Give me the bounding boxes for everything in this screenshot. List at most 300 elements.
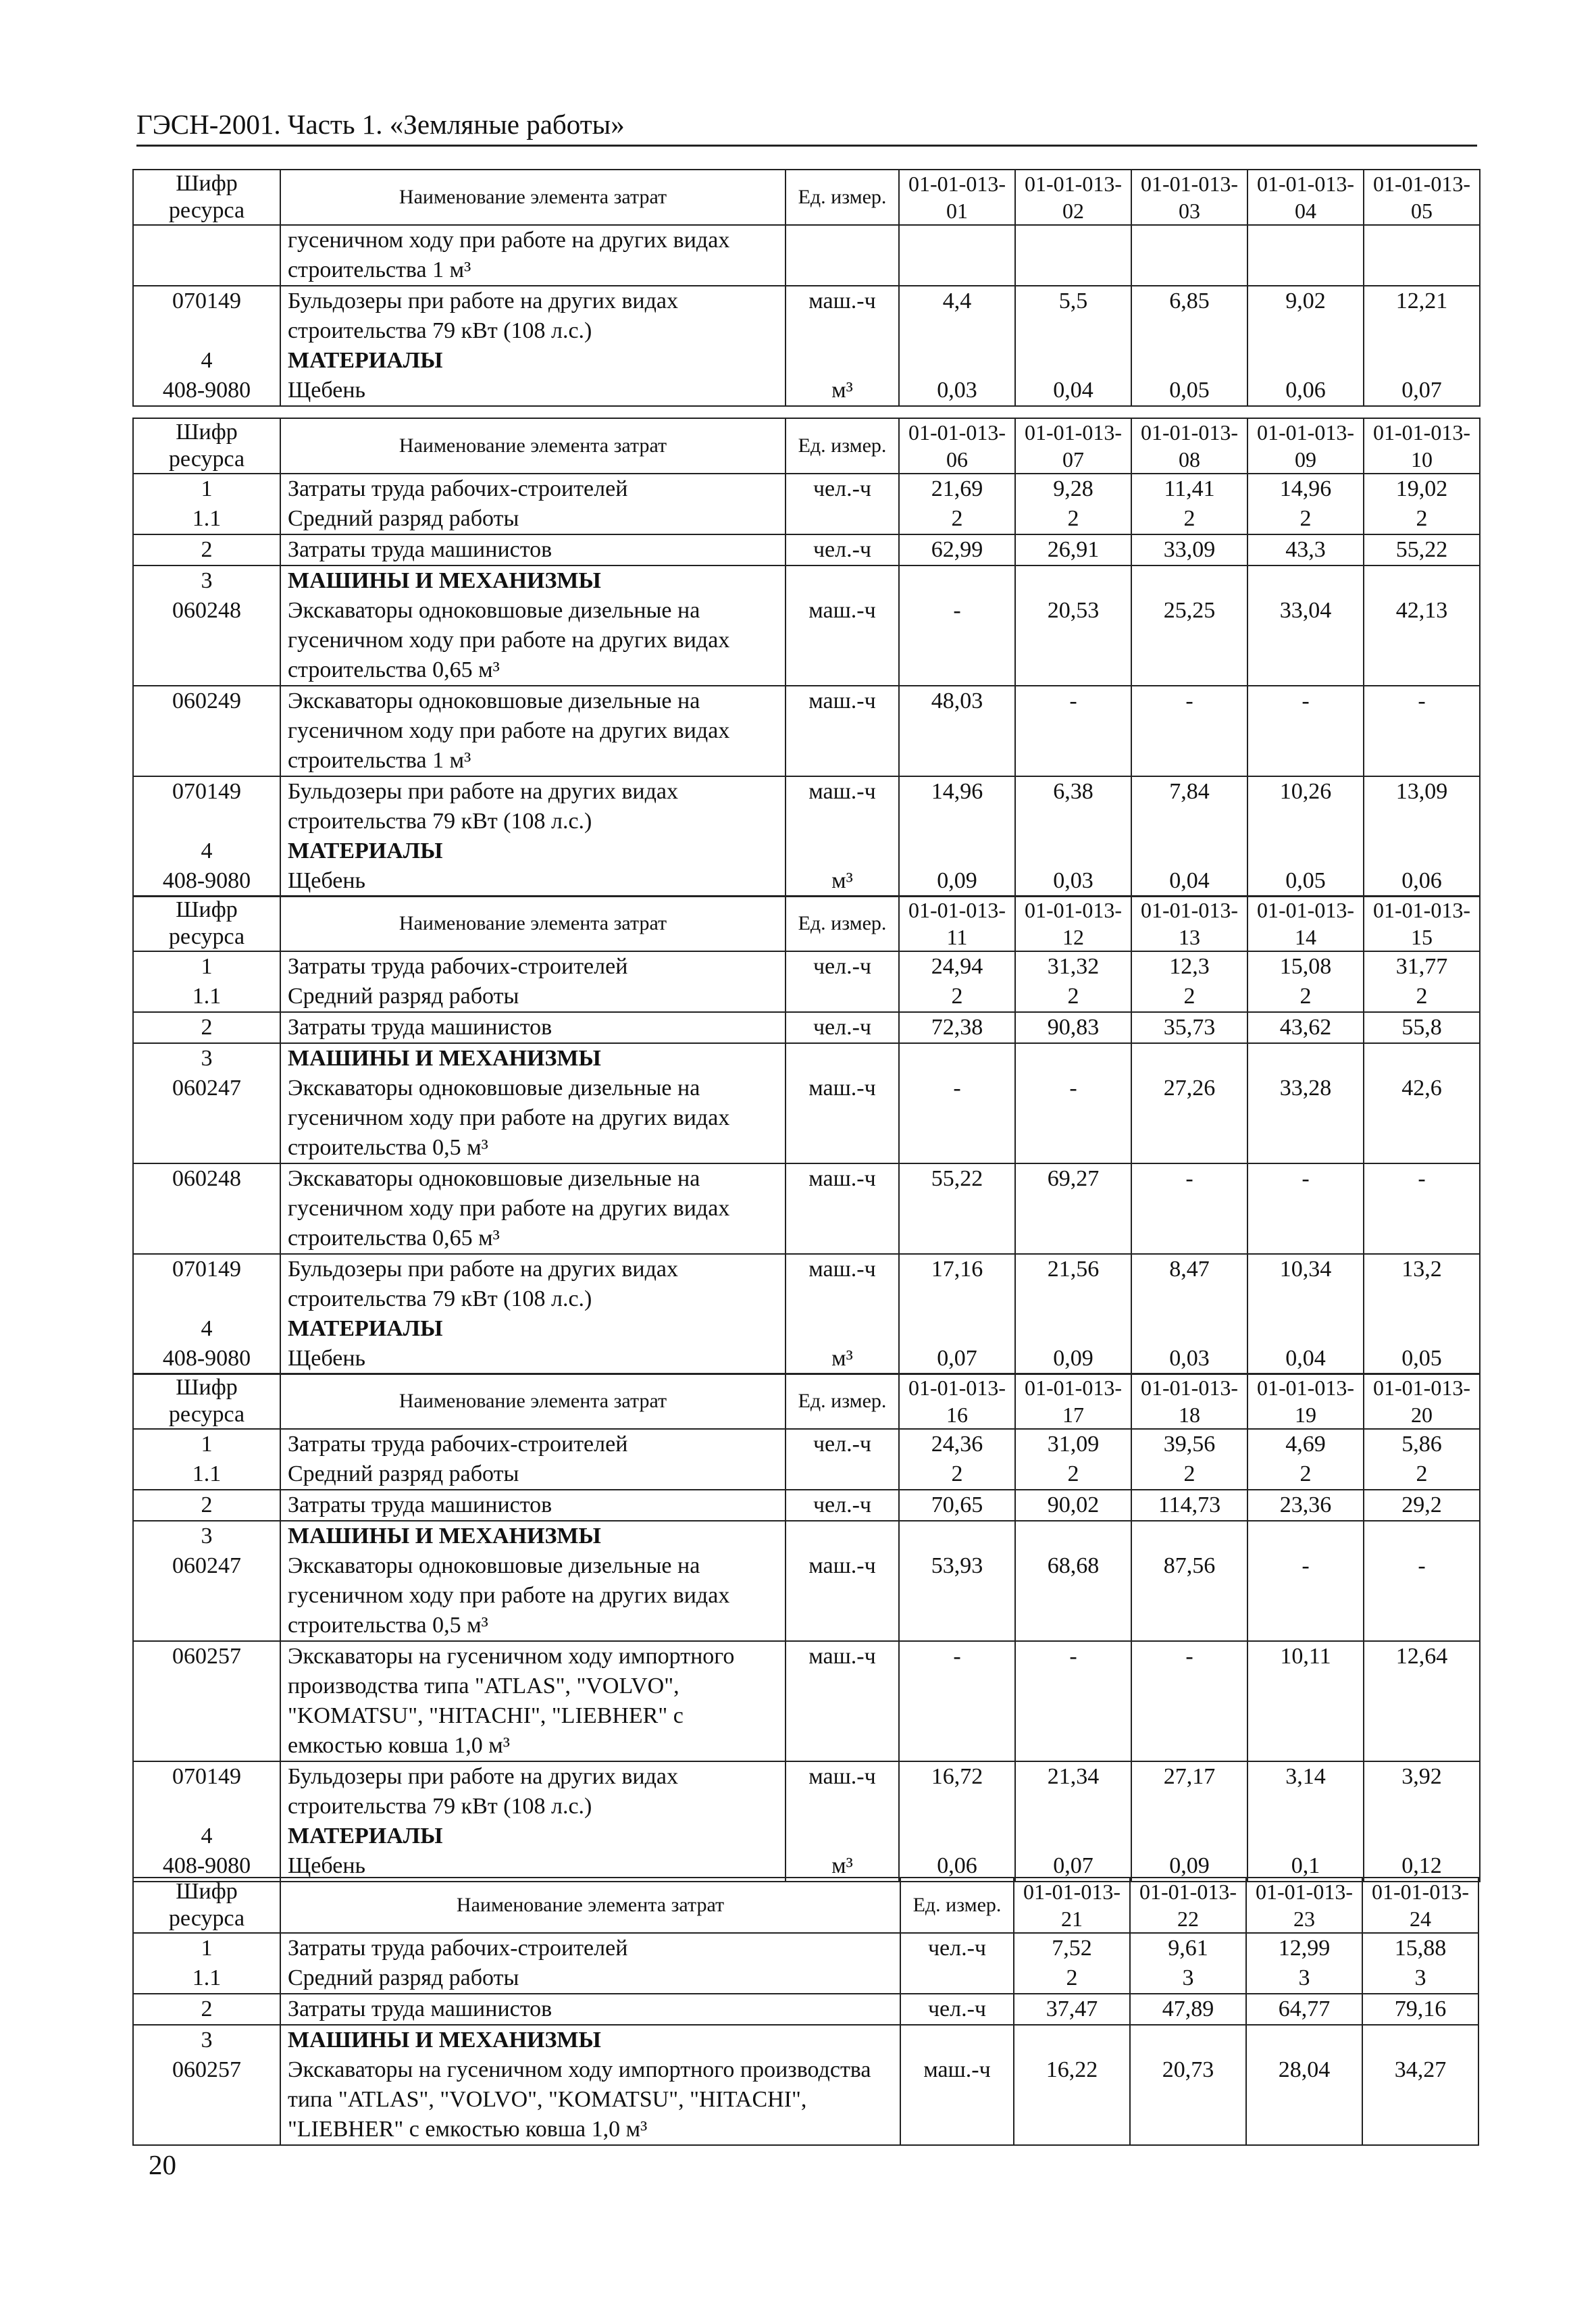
value-cell: 35,73: [1131, 1012, 1247, 1043]
resource-code: 408-9080: [133, 1344, 280, 1374]
value-cell: 43,3: [1247, 534, 1364, 565]
value-cell: 13,09: [1364, 776, 1480, 836]
resource-code: 060249: [133, 686, 280, 776]
value-cell: 13,2: [1364, 1254, 1480, 1314]
table-header-row: [133, 1878, 1478, 1933]
norm-code-header: 01-01-013-11: [899, 896, 1015, 951]
resource-code: 2: [133, 534, 280, 565]
value-cell: 27,26: [1131, 1074, 1247, 1163]
value-cell: 12,3: [1131, 951, 1247, 982]
value-cell: 24,94: [899, 951, 1015, 982]
resource-code: 2: [133, 1994, 280, 2025]
table-row: [133, 1074, 1480, 1163]
unit-cell: [786, 346, 899, 376]
unit-cell: чел.-ч: [786, 951, 899, 982]
resource-name: Средний разряд работы: [280, 504, 786, 534]
value-cell: 62,99: [899, 534, 1015, 565]
resource-name: Затраты труда рабочих-строителей: [280, 474, 786, 504]
value-cell: [1364, 1821, 1480, 1851]
section-title: МАШИНЫ И МЕХАНИЗМЫ: [280, 1043, 786, 1074]
value-cell: 2: [1131, 504, 1247, 534]
value-cell: 8,47: [1131, 1254, 1247, 1314]
resource-code: 070149: [133, 1254, 280, 1314]
value-cell: 2: [1247, 504, 1364, 534]
table-row: [133, 1963, 1478, 1994]
value-cell: -: [1015, 1641, 1131, 1761]
value-cell: -: [1364, 1163, 1480, 1254]
value-cell: 33,04: [1247, 596, 1364, 686]
value-cell: 17,16: [899, 1254, 1015, 1314]
resource-code: 060247: [133, 1551, 280, 1641]
unit-cell: маш.-ч: [786, 1254, 899, 1314]
value-cell: 9,28: [1015, 474, 1131, 504]
page-header: ГЭСН-2001. Часть 1. «Земляные работы»: [136, 108, 1477, 147]
resource-code: 1.1: [133, 1459, 280, 1490]
unit-cell: м³: [786, 376, 899, 406]
resource-name: Затраты труда машинистов: [280, 1012, 786, 1043]
value-cell: 0,07: [1364, 376, 1480, 406]
table-row: [133, 474, 1480, 504]
value-cell: [1014, 2025, 1130, 2055]
resource-code: 070149: [133, 1761, 280, 1821]
norm-code-header: 01-01-013-08: [1131, 418, 1247, 474]
header-name: Наименование элемента затрат: [280, 418, 786, 474]
resource-name: Средний разряд работы: [280, 982, 786, 1012]
header-unit: Ед. измер.: [786, 418, 899, 474]
page-number: 20: [149, 2149, 176, 2180]
value-cell: [1131, 1043, 1247, 1074]
value-cell: [1247, 225, 1364, 286]
value-cell: 31,09: [1015, 1429, 1131, 1459]
value-cell: 70,65: [899, 1490, 1015, 1521]
section-title: МАШИНЫ И МЕХАНИЗМЫ: [280, 565, 786, 596]
header-name: Наименование элемента затрат: [280, 1878, 900, 1933]
unit-cell: маш.-ч: [786, 1641, 899, 1761]
unit-cell: [786, 504, 899, 534]
value-cell: 0,1: [1247, 1851, 1364, 1882]
value-cell: 26,91: [1015, 534, 1131, 565]
value-cell: [1247, 346, 1364, 376]
resource-code: 060248: [133, 596, 280, 686]
table-row: [133, 376, 1480, 406]
resource-name: Затраты труда рабочих-строителей: [280, 1933, 900, 1963]
unit-cell: чел.-ч: [900, 1994, 1014, 2025]
resource-code: 3: [133, 2025, 280, 2055]
value-cell: [1247, 1043, 1364, 1074]
header-code: Шифр ресурса: [133, 418, 280, 474]
value-cell: 0,03: [1131, 1344, 1247, 1374]
table-row: [133, 1551, 1480, 1641]
value-cell: 0,06: [1364, 866, 1480, 897]
value-cell: -: [1364, 686, 1480, 776]
header-unit: Ед. измер.: [900, 1878, 1014, 1933]
value-cell: [1364, 346, 1480, 376]
unit-cell: маш.-ч: [786, 776, 899, 836]
norm-code-header: 01-01-013-13: [1131, 896, 1247, 951]
table-row: [133, 286, 1480, 346]
header-unit: Ед. измер.: [786, 896, 899, 951]
value-cell: 68,68: [1015, 1551, 1131, 1641]
resource-name: Затраты труда рабочих-строителей: [280, 1429, 786, 1459]
table-header-row: [133, 896, 1480, 951]
value-cell: 24,36: [899, 1429, 1015, 1459]
value-cell: 42,6: [1364, 1074, 1480, 1163]
table-row: [133, 2025, 1478, 2055]
value-cell: 33,09: [1131, 534, 1247, 565]
unit-cell: м³: [786, 866, 899, 897]
value-cell: -: [899, 1074, 1015, 1163]
unit-cell: [900, 1963, 1014, 1994]
resource-code: 1.1: [133, 504, 280, 534]
table-row: [133, 951, 1480, 982]
value-cell: 2: [1247, 1459, 1364, 1490]
value-cell: -: [1247, 1551, 1364, 1641]
table-row: [133, 504, 1480, 534]
table-row: [133, 776, 1480, 836]
table-row: [133, 1012, 1480, 1043]
value-cell: 39,56: [1131, 1429, 1247, 1459]
value-cell: 114,73: [1131, 1490, 1247, 1521]
value-cell: 14,96: [899, 776, 1015, 836]
value-cell: [1015, 1521, 1131, 1551]
resource-code: 060257: [133, 2055, 280, 2145]
value-cell: 0,05: [1131, 376, 1247, 406]
table-row: [133, 866, 1480, 897]
resource-code: 3: [133, 565, 280, 596]
value-cell: [1130, 2025, 1246, 2055]
value-cell: 0,04: [1247, 1344, 1364, 1374]
value-cell: [899, 1314, 1015, 1344]
value-cell: 21,34: [1015, 1761, 1131, 1821]
header-unit: Ед. измер.: [786, 170, 899, 225]
table-row: [133, 1429, 1480, 1459]
value-cell: 12,99: [1246, 1933, 1362, 1963]
value-cell: 0,07: [899, 1344, 1015, 1374]
value-cell: 0,09: [1131, 1851, 1247, 1882]
header-code: Шифр ресурса: [133, 170, 280, 225]
norm-code-header: 01-01-013-06: [899, 418, 1015, 474]
value-cell: 23,36: [1247, 1490, 1364, 1521]
value-cell: [899, 836, 1015, 866]
value-cell: 55,22: [899, 1163, 1015, 1254]
table-row: [133, 686, 1480, 776]
norm-code-header: 01-01-013-03: [1131, 170, 1247, 225]
value-cell: 16,22: [1014, 2055, 1130, 2145]
unit-cell: [900, 2025, 1014, 2055]
resource-code: 060248: [133, 1163, 280, 1254]
norm-code-header: 01-01-013-01: [899, 170, 1015, 225]
value-cell: [1131, 1821, 1247, 1851]
resource-code: 1: [133, 1429, 280, 1459]
resource-code: 4: [133, 1314, 280, 1344]
value-cell: 31,32: [1015, 951, 1131, 982]
section-title: МАШИНЫ И МЕХАНИЗМЫ: [280, 2025, 900, 2055]
value-cell: 79,16: [1362, 1994, 1478, 2025]
value-cell: [1246, 2025, 1362, 2055]
value-cell: -: [899, 596, 1015, 686]
value-cell: 3: [1246, 1963, 1362, 1994]
value-cell: 72,38: [899, 1012, 1015, 1043]
norm-code-header: 01-01-013-04: [1247, 170, 1364, 225]
value-cell: 14,96: [1247, 474, 1364, 504]
norm-code-header: 01-01-013-18: [1131, 1374, 1247, 1429]
value-cell: [1015, 346, 1131, 376]
value-cell: 55,8: [1364, 1012, 1480, 1043]
value-cell: 20,53: [1015, 596, 1131, 686]
value-cell: -: [1247, 686, 1364, 776]
resource-name: Средний разряд работы: [280, 1963, 900, 1994]
value-cell: 2: [1015, 982, 1131, 1012]
resource-code: 4: [133, 346, 280, 376]
value-cell: 9,61: [1130, 1933, 1246, 1963]
value-cell: [1131, 225, 1247, 286]
resource-name: Щебень: [280, 1344, 786, 1374]
value-cell: [1364, 1521, 1480, 1551]
norm-code-header: 01-01-013-05: [1364, 170, 1480, 225]
resource-name: Щебень: [280, 1851, 786, 1882]
unit-cell: [786, 1043, 899, 1074]
resource-table: [132, 895, 1481, 1375]
value-cell: 12,21: [1364, 286, 1480, 346]
unit-cell: маш.-ч: [786, 1551, 899, 1641]
value-cell: -: [1015, 686, 1131, 776]
resource-name: Бульдозеры при работе на других видах строительства 79 кВт (108 л.с.): [280, 1254, 786, 1314]
value-cell: [1247, 836, 1364, 866]
value-cell: 2: [899, 1459, 1015, 1490]
resource-name: Экскаваторы одноковшовые дизельные на гусеничном ходу при работе на других видах строительства 0,65 м³: [280, 1163, 786, 1254]
header-name: Наименование элемента затрат: [280, 1374, 786, 1429]
unit-cell: маш.-ч: [786, 1761, 899, 1821]
resource-code: 3: [133, 1521, 280, 1551]
value-cell: 2: [1014, 1963, 1130, 1994]
resource-name: Бульдозеры при работе на других видах строительства 79 кВт (108 л.с.): [280, 776, 786, 836]
unit-cell: [786, 225, 899, 286]
header-name: Наименование элемента затрат: [280, 170, 786, 225]
unit-cell: [786, 565, 899, 596]
value-cell: 21,69: [899, 474, 1015, 504]
unit-cell: маш.-ч: [786, 286, 899, 346]
resource-code: 060257: [133, 1641, 280, 1761]
value-cell: 9,02: [1247, 286, 1364, 346]
value-cell: 53,93: [899, 1551, 1015, 1641]
norm-code-header: 01-01-013-14: [1247, 896, 1364, 951]
unit-cell: [786, 1314, 899, 1344]
resource-table: [132, 1877, 1479, 2146]
value-cell: 2: [899, 504, 1015, 534]
value-cell: 3: [1130, 1963, 1246, 1994]
header-code: Шифр ресурса: [133, 1374, 280, 1429]
resource-name: Средний разряд работы: [280, 1459, 786, 1490]
value-cell: [899, 1521, 1015, 1551]
table-row: [133, 1641, 1480, 1761]
norm-code-header: 01-01-013-23: [1246, 1878, 1362, 1933]
resource-name: Бульдозеры при работе на других видах строительства 79 кВт (108 л.с.): [280, 286, 786, 346]
value-cell: 4,4: [899, 286, 1015, 346]
value-cell: 0,12: [1364, 1851, 1480, 1882]
value-cell: 0,05: [1247, 866, 1364, 897]
value-cell: -: [899, 1641, 1015, 1761]
resource-name: Щебень: [280, 376, 786, 406]
unit-cell: чел.-ч: [786, 1429, 899, 1459]
value-cell: [1364, 1314, 1480, 1344]
value-cell: [1015, 225, 1131, 286]
table-header-row: [133, 170, 1480, 225]
value-cell: 87,56: [1131, 1551, 1247, 1641]
resource-name: Экскаваторы одноковшовые дизельные на гусеничном ходу при работе на других видах строительства 1 м³: [280, 686, 786, 776]
value-cell: 64,77: [1246, 1994, 1362, 2025]
value-cell: 0,03: [899, 376, 1015, 406]
resource-code: 2: [133, 1012, 280, 1043]
value-cell: [1131, 1521, 1247, 1551]
section-title: МАШИНЫ И МЕХАНИЗМЫ: [280, 1521, 786, 1551]
value-cell: 2: [1131, 982, 1247, 1012]
header-code: Шифр ресурса: [133, 896, 280, 951]
value-cell: 28,04: [1246, 2055, 1362, 2145]
unit-cell: маш.-ч: [786, 1074, 899, 1163]
unit-cell: чел.-ч: [786, 1490, 899, 1521]
value-cell: [1364, 1043, 1480, 1074]
value-cell: 48,03: [899, 686, 1015, 776]
value-cell: 2: [899, 982, 1015, 1012]
resource-code: 408-9080: [133, 376, 280, 406]
resource-name: гусеничном ходу при работе на других видах строительства 1 м³: [280, 225, 786, 286]
value-cell: 5,86: [1364, 1429, 1480, 1459]
resource-code: 1.1: [133, 982, 280, 1012]
norm-code-header: 01-01-013-17: [1015, 1374, 1131, 1429]
value-cell: [1131, 346, 1247, 376]
resource-code: 2: [133, 1490, 280, 1521]
value-cell: 10,11: [1247, 1641, 1364, 1761]
value-cell: -: [1364, 1551, 1480, 1641]
resource-name: Затраты труда машинистов: [280, 1994, 900, 2025]
norm-code-header: 01-01-013-15: [1364, 896, 1480, 951]
table-row: [133, 1254, 1480, 1314]
section-title: МАТЕРИАЛЫ: [280, 1314, 786, 1344]
value-cell: 10,26: [1247, 776, 1364, 836]
value-cell: 12,64: [1364, 1641, 1480, 1761]
resource-code: 1: [133, 474, 280, 504]
value-cell: 0,03: [1015, 866, 1131, 897]
value-cell: [1015, 836, 1131, 866]
value-cell: -: [1131, 1641, 1247, 1761]
value-cell: 25,25: [1131, 596, 1247, 686]
norm-code-header: 01-01-013-16: [899, 1374, 1015, 1429]
value-cell: 90,83: [1015, 1012, 1131, 1043]
value-cell: 0,04: [1015, 376, 1131, 406]
value-cell: 7,52: [1014, 1933, 1130, 1963]
table-row: [133, 1521, 1480, 1551]
value-cell: [1364, 565, 1480, 596]
section-title: МАТЕРИАЛЫ: [280, 836, 786, 866]
value-cell: 4,69: [1247, 1429, 1364, 1459]
table-row: [133, 1314, 1480, 1344]
norm-code-header: 01-01-013-22: [1130, 1878, 1246, 1933]
resource-table: [132, 1373, 1481, 1882]
table-row: [133, 982, 1480, 1012]
section-title: МАТЕРИАЛЫ: [280, 1821, 786, 1851]
unit-cell: маш.-ч: [786, 1163, 899, 1254]
value-cell: [1015, 1043, 1131, 1074]
value-cell: 0,05: [1364, 1344, 1480, 1374]
unit-cell: маш.-ч: [786, 686, 899, 776]
norm-code-header: 01-01-013-24: [1362, 1878, 1478, 1933]
value-cell: [1247, 1521, 1364, 1551]
unit-cell: [786, 1459, 899, 1490]
value-cell: 42,13: [1364, 596, 1480, 686]
unit-cell: [786, 1521, 899, 1551]
value-cell: 2: [1131, 1459, 1247, 1490]
value-cell: 6,85: [1131, 286, 1247, 346]
resource-name: Экскаваторы одноковшовые дизельные на гусеничном ходу при работе на других видах строительства 0,65 м³: [280, 596, 786, 686]
value-cell: -: [1015, 1074, 1131, 1163]
resource-code: 408-9080: [133, 866, 280, 897]
value-cell: 6,38: [1015, 776, 1131, 836]
value-cell: [1015, 565, 1131, 596]
value-cell: 2: [1364, 1459, 1480, 1490]
table-row: [133, 534, 1480, 565]
resource-code: [133, 225, 280, 286]
value-cell: 29,2: [1364, 1490, 1480, 1521]
norm-code-header: 01-01-013-21: [1014, 1878, 1130, 1933]
header-code: Шифр ресурса: [133, 1878, 280, 1933]
table-header-row: [133, 418, 1480, 474]
header-name: Наименование элемента затрат: [280, 896, 786, 951]
value-cell: 47,89: [1130, 1994, 1246, 2025]
resource-name: Экскаваторы одноковшовые дизельные на гусеничном ходу при работе на других видах строительства 0,5 м³: [280, 1074, 786, 1163]
resource-name: Затраты труда машинистов: [280, 534, 786, 565]
value-cell: 27,17: [1131, 1761, 1247, 1821]
value-cell: [1364, 225, 1480, 286]
value-cell: 16,72: [899, 1761, 1015, 1821]
value-cell: [1131, 565, 1247, 596]
value-cell: 10,34: [1247, 1254, 1364, 1314]
resource-name: Экскаваторы на гусеничном ходу импортного производства типа "ATLAS", "VOLVO", "KOMATSU", "HITACHI", "LIEBHER" с емкостью ковша 1,0 м³: [280, 2055, 900, 2145]
header-unit: Ед. измер.: [786, 1374, 899, 1429]
table-row: [133, 346, 1480, 376]
norm-code-header: 01-01-013-07: [1015, 418, 1131, 474]
value-cell: [1247, 1821, 1364, 1851]
unit-cell: чел.-ч: [786, 1012, 899, 1043]
section-title: МАТЕРИАЛЫ: [280, 346, 786, 376]
resource-code: 060247: [133, 1074, 280, 1163]
unit-cell: м³: [786, 1344, 899, 1374]
value-cell: 0,06: [899, 1851, 1015, 1882]
resource-code: 1.1: [133, 1963, 280, 1994]
value-cell: 2: [1364, 982, 1480, 1012]
norm-code-header: 01-01-013-19: [1247, 1374, 1364, 1429]
norm-code-header: 01-01-013-12: [1015, 896, 1131, 951]
table-row: [133, 1459, 1480, 1490]
value-cell: 33,28: [1247, 1074, 1364, 1163]
value-cell: 2: [1247, 982, 1364, 1012]
table-row: [133, 1490, 1480, 1521]
unit-cell: маш.-ч: [900, 2055, 1014, 2145]
value-cell: [1364, 836, 1480, 866]
value-cell: 3,92: [1364, 1761, 1480, 1821]
value-cell: [899, 1821, 1015, 1851]
value-cell: [1247, 565, 1364, 596]
table-row: [133, 1994, 1478, 2025]
value-cell: 34,27: [1362, 2055, 1478, 2145]
value-cell: [1247, 1314, 1364, 1344]
unit-cell: [786, 836, 899, 866]
table-row: [133, 596, 1480, 686]
table-row: [133, 565, 1480, 596]
norm-code-header: 01-01-013-02: [1015, 170, 1131, 225]
value-cell: -: [1131, 686, 1247, 776]
unit-cell: чел.-ч: [900, 1933, 1014, 1963]
table-row: [133, 836, 1480, 866]
